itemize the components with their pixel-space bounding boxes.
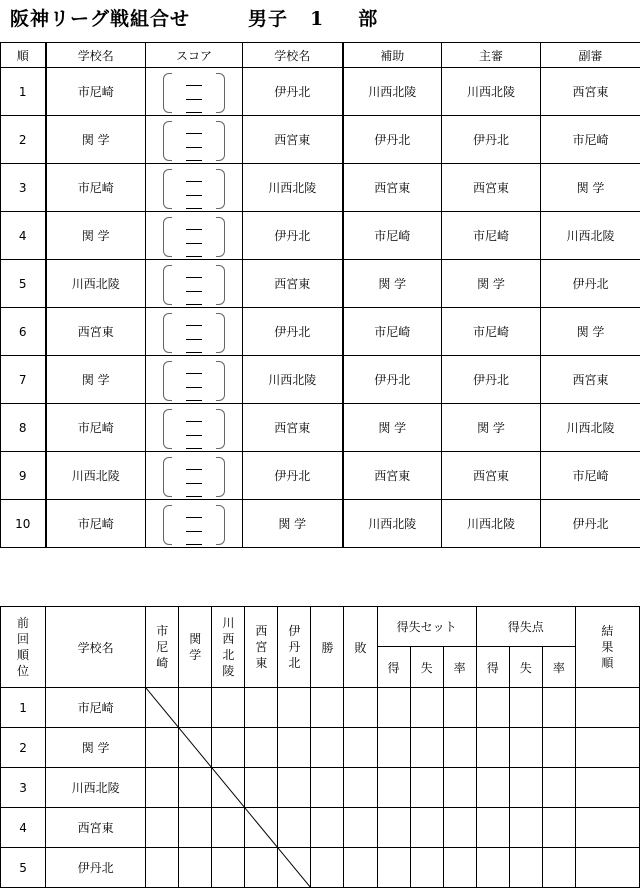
header-char: 北 xyxy=(222,648,235,662)
header-sub: 得 xyxy=(377,647,410,688)
prev-rank-cell: 5 xyxy=(1,848,46,888)
score-dash xyxy=(186,133,202,134)
match-result-cell[interactable] xyxy=(245,848,278,888)
header-char: 川 xyxy=(222,616,235,630)
stat-cell[interactable] xyxy=(542,688,575,728)
schedule-row xyxy=(1,452,640,500)
bracket-left xyxy=(163,169,172,209)
bracket-right xyxy=(216,121,225,161)
header-opponent xyxy=(245,607,278,688)
score-dash xyxy=(186,243,202,244)
score-cell[interactable] xyxy=(146,500,243,548)
order-cell: 9 xyxy=(1,452,46,500)
score-dash xyxy=(186,147,202,148)
score-bracket[interactable] xyxy=(163,311,225,353)
assistant-cell: 市尼崎 xyxy=(343,308,442,356)
header-assistant: 補助 xyxy=(343,43,442,68)
match-result-cell[interactable] xyxy=(179,688,212,728)
header-sub: 率 xyxy=(542,647,575,688)
assistant-cell: 西宮東 xyxy=(343,452,442,500)
assistant-cell: 関 学 xyxy=(343,404,442,452)
school-a-cell: 川西北陵 xyxy=(46,452,146,500)
stat-cell[interactable] xyxy=(575,768,639,808)
header-sub: 失 xyxy=(410,647,443,688)
school-a-cell: 川西北陵 xyxy=(46,260,146,308)
bracket-right xyxy=(216,169,225,209)
sub-referee-cell: 市尼崎 xyxy=(541,116,640,164)
school-b-cell: 川西北陵 xyxy=(243,164,343,212)
score-dash xyxy=(186,208,202,209)
stat-cell[interactable] xyxy=(311,688,344,728)
school-a-cell: 関 学 xyxy=(46,116,146,164)
self-match-cell[interactable] xyxy=(278,848,311,888)
header-sub: 得 xyxy=(476,647,509,688)
header-score: スコア xyxy=(146,43,243,68)
score-dash xyxy=(186,483,202,484)
stat-cell[interactable] xyxy=(344,808,377,848)
header-chief-referee: 主審 xyxy=(442,43,541,68)
bracket-right xyxy=(216,505,225,545)
chief-referee-cell: 西宮東 xyxy=(442,452,541,500)
stat-cell[interactable] xyxy=(311,848,344,888)
stat-cell[interactable] xyxy=(344,688,377,728)
stat-cell[interactable] xyxy=(476,848,509,888)
score-dash xyxy=(186,400,202,401)
score-cell[interactable] xyxy=(146,356,243,404)
match-result-cell[interactable] xyxy=(146,728,179,768)
header-char: 順 xyxy=(601,656,614,670)
school-cell: 西宮東 xyxy=(46,808,146,848)
title-division-label: 部 xyxy=(358,8,379,30)
sub-referee-cell: 西宮東 xyxy=(541,356,640,404)
self-match-cell[interactable] xyxy=(146,688,179,728)
stat-cell[interactable] xyxy=(377,808,410,848)
match-result-cell[interactable] xyxy=(245,688,278,728)
school-b-cell: 西宮東 xyxy=(243,260,343,308)
header-point-difference: 得失点 xyxy=(476,607,575,647)
stat-cell[interactable] xyxy=(344,768,377,808)
match-result-cell[interactable] xyxy=(179,768,212,808)
score-cell[interactable] xyxy=(146,164,243,212)
header-char: 尼 xyxy=(156,640,169,654)
stat-cell[interactable] xyxy=(344,728,377,768)
match-result-cell[interactable] xyxy=(278,728,311,768)
schedule-row xyxy=(1,116,640,164)
order-cell: 1 xyxy=(1,68,46,116)
diagonal-line xyxy=(278,848,311,888)
order-cell: 7 xyxy=(1,356,46,404)
stat-cell[interactable] xyxy=(443,848,476,888)
score-dash xyxy=(186,291,202,292)
stat-cell[interactable] xyxy=(476,728,509,768)
bracket-right xyxy=(216,73,225,113)
header-char: 北 xyxy=(288,656,301,670)
score-cell[interactable] xyxy=(146,116,243,164)
chief-referee-cell: 関 学 xyxy=(442,404,541,452)
assistant-cell: 西宮東 xyxy=(343,164,442,212)
standings-row xyxy=(1,728,640,768)
stat-cell[interactable] xyxy=(377,728,410,768)
sub-referee-cell: 関 学 xyxy=(541,164,640,212)
schedule-row xyxy=(1,68,640,116)
prev-rank-cell: 1 xyxy=(1,688,46,728)
match-result-cell[interactable] xyxy=(278,768,311,808)
self-match-cell[interactable] xyxy=(245,808,278,848)
header-prev-rank xyxy=(1,607,46,688)
chief-referee-cell: 関 学 xyxy=(442,260,541,308)
header-char: 前 xyxy=(17,616,30,630)
score-dash xyxy=(186,325,202,326)
stat-cell[interactable] xyxy=(410,688,443,728)
bracket-right xyxy=(216,265,225,305)
assistant-cell: 関 学 xyxy=(343,260,442,308)
stat-cell[interactable] xyxy=(410,768,443,808)
title-division-number: 1 xyxy=(310,8,325,30)
schedule-row xyxy=(1,356,640,404)
page-title xyxy=(10,4,378,31)
order-cell: 5 xyxy=(1,260,46,308)
stat-cell[interactable] xyxy=(377,688,410,728)
score-cell[interactable] xyxy=(146,308,243,356)
standings-row xyxy=(1,768,640,808)
stat-cell[interactable] xyxy=(443,728,476,768)
order-cell: 4 xyxy=(1,212,46,260)
bracket-left xyxy=(163,361,172,401)
stat-cell[interactable] xyxy=(377,848,410,888)
header-losses: 敗 xyxy=(344,607,377,688)
match-result-cell[interactable] xyxy=(245,728,278,768)
schedule-header-row xyxy=(1,43,640,68)
stat-cell[interactable] xyxy=(542,848,575,888)
standings-row xyxy=(1,688,640,728)
bracket-left xyxy=(163,457,172,497)
chief-referee-cell: 市尼崎 xyxy=(442,308,541,356)
sub-referee-cell: 西宮東 xyxy=(541,68,640,116)
school-cell: 伊丹北 xyxy=(46,848,146,888)
diagonal-line xyxy=(146,688,179,728)
match-result-cell[interactable] xyxy=(179,848,212,888)
score-bracket[interactable] xyxy=(163,119,225,161)
order-cell: 6 xyxy=(1,308,46,356)
sub-referee-cell: 川西北陵 xyxy=(541,212,640,260)
score-bracket[interactable] xyxy=(163,263,225,305)
sub-referee-cell: 関 学 xyxy=(541,308,640,356)
score-dash xyxy=(186,85,202,86)
match-result-cell[interactable] xyxy=(146,768,179,808)
score-dash xyxy=(186,531,202,532)
header-char: 陵 xyxy=(222,664,235,678)
header-char: 結 xyxy=(601,624,614,638)
assistant-cell: 川西北陵 xyxy=(343,68,442,116)
header-order: 順 xyxy=(1,43,46,68)
stat-cell[interactable] xyxy=(443,808,476,848)
stat-cell[interactable] xyxy=(377,768,410,808)
schedule-row xyxy=(1,260,640,308)
standings-row xyxy=(1,848,640,888)
stat-cell[interactable] xyxy=(410,728,443,768)
stat-cell[interactable] xyxy=(509,688,542,728)
school-a-cell: 関 学 xyxy=(46,212,146,260)
diagonal-line xyxy=(179,728,212,768)
school-a-cell: 市尼崎 xyxy=(46,404,146,452)
sub-referee-cell: 市尼崎 xyxy=(541,452,640,500)
score-dash xyxy=(186,469,202,470)
school-b-cell: 伊丹北 xyxy=(243,212,343,260)
header-school: 学校名 xyxy=(46,607,146,688)
match-result-cell[interactable] xyxy=(146,848,179,888)
header-sub-referee: 副審 xyxy=(541,43,640,68)
header-char: 伊 xyxy=(288,624,301,638)
stat-cell[interactable] xyxy=(575,808,639,848)
score-dash xyxy=(186,229,202,230)
stat-cell[interactable] xyxy=(509,728,542,768)
chief-referee-cell: 市尼崎 xyxy=(442,212,541,260)
stat-cell[interactable] xyxy=(476,808,509,848)
header-char: 西 xyxy=(255,624,268,638)
bracket-right xyxy=(216,457,225,497)
bracket-right xyxy=(216,217,225,257)
score-dash xyxy=(186,304,202,305)
bracket-left xyxy=(163,505,172,545)
school-b-cell: 伊丹北 xyxy=(243,68,343,116)
header-char: 順 xyxy=(17,648,30,662)
schedule-row xyxy=(1,500,640,548)
score-bracket[interactable] xyxy=(163,71,225,113)
score-dash xyxy=(186,160,202,161)
chief-referee-cell: 西宮東 xyxy=(442,164,541,212)
bracket-right xyxy=(216,409,225,449)
stat-cell[interactable] xyxy=(509,768,542,808)
header-school-a: 学校名 xyxy=(46,43,146,68)
score-cell[interactable] xyxy=(146,452,243,500)
school-cell: 市尼崎 xyxy=(46,688,146,728)
stat-cell[interactable] xyxy=(542,808,575,848)
score-bracket[interactable] xyxy=(163,167,225,209)
score-dash xyxy=(186,387,202,388)
stat-cell[interactable] xyxy=(410,848,443,888)
standings-row xyxy=(1,808,640,848)
school-b-cell: 西宮東 xyxy=(243,116,343,164)
score-dash xyxy=(186,421,202,422)
stat-cell[interactable] xyxy=(476,768,509,808)
stat-cell[interactable] xyxy=(476,688,509,728)
sub-referee-cell: 伊丹北 xyxy=(541,260,640,308)
header-final-rank xyxy=(575,607,639,688)
match-result-cell[interactable] xyxy=(278,808,311,848)
sub-referee-cell: 川西北陵 xyxy=(541,404,640,452)
school-a-cell: 西宮東 xyxy=(46,308,146,356)
title-gender: 男子 xyxy=(248,8,289,30)
header-char: 果 xyxy=(601,640,614,654)
stat-cell[interactable] xyxy=(542,768,575,808)
header-char: 関 xyxy=(189,632,202,646)
chief-referee-cell: 伊丹北 xyxy=(442,356,541,404)
title-main: 阪神リーグ戦組合せ xyxy=(10,8,191,30)
header-sub: 失 xyxy=(509,647,542,688)
standings-header-row xyxy=(1,607,640,647)
score-dash xyxy=(186,112,202,113)
bracket-left xyxy=(163,121,172,161)
header-char: 崎 xyxy=(156,656,169,670)
header-char: 回 xyxy=(17,632,30,646)
score-dash xyxy=(186,195,202,196)
school-b-cell: 伊丹北 xyxy=(243,308,343,356)
match-result-cell[interactable] xyxy=(212,848,245,888)
assistant-cell: 市尼崎 xyxy=(343,212,442,260)
stat-cell[interactable] xyxy=(443,768,476,808)
order-cell: 10 xyxy=(1,500,46,548)
self-match-cell[interactable] xyxy=(179,728,212,768)
score-dash xyxy=(186,277,202,278)
school-a-cell: 市尼崎 xyxy=(46,500,146,548)
stat-cell[interactable] xyxy=(410,808,443,848)
stat-cell[interactable] xyxy=(311,728,344,768)
school-a-cell: 市尼崎 xyxy=(46,164,146,212)
stat-cell[interactable] xyxy=(311,808,344,848)
self-match-cell[interactable] xyxy=(212,768,245,808)
header-char: 西 xyxy=(222,632,235,646)
schedule-row xyxy=(1,308,640,356)
standings-table xyxy=(0,606,640,888)
diagonal-line xyxy=(245,808,278,848)
schedule-row xyxy=(1,404,640,452)
school-b-cell: 川西北陵 xyxy=(243,356,343,404)
score-dash xyxy=(186,99,202,100)
school-b-cell: 関 学 xyxy=(243,500,343,548)
score-dash xyxy=(186,496,202,497)
score-bracket[interactable] xyxy=(163,455,225,497)
chief-referee-cell: 伊丹北 xyxy=(442,116,541,164)
diagonal-line xyxy=(212,768,245,808)
stat-cell[interactable] xyxy=(575,688,639,728)
stat-cell[interactable] xyxy=(443,688,476,728)
schedule-row xyxy=(1,164,640,212)
header-char: 東 xyxy=(255,656,268,670)
header-sub: 率 xyxy=(443,647,476,688)
assistant-cell: 伊丹北 xyxy=(343,356,442,404)
score-dash xyxy=(186,339,202,340)
score-dash xyxy=(186,352,202,353)
school-cell: 川西北陵 xyxy=(46,768,146,808)
sub-referee-cell: 伊丹北 xyxy=(541,500,640,548)
score-dash xyxy=(186,256,202,257)
match-result-cell[interactable] xyxy=(146,808,179,848)
score-dash xyxy=(186,448,202,449)
prev-rank-cell: 2 xyxy=(1,728,46,768)
bracket-right xyxy=(216,361,225,401)
school-b-cell: 西宮東 xyxy=(243,404,343,452)
stat-cell[interactable] xyxy=(575,728,639,768)
stat-cell[interactable] xyxy=(575,848,639,888)
stat-cell[interactable] xyxy=(509,808,542,848)
score-dash xyxy=(186,373,202,374)
stat-cell[interactable] xyxy=(311,768,344,808)
match-result-cell[interactable] xyxy=(245,768,278,808)
header-char: 宮 xyxy=(255,640,268,654)
prev-rank-cell: 4 xyxy=(1,808,46,848)
assistant-cell: 伊丹北 xyxy=(343,116,442,164)
header-school-b: 学校名 xyxy=(243,43,343,68)
match-result-cell[interactable] xyxy=(179,808,212,848)
bracket-left xyxy=(163,409,172,449)
bracket-left xyxy=(163,73,172,113)
header-char: 丹 xyxy=(288,640,301,654)
header-char: 位 xyxy=(17,664,30,678)
header-opponent xyxy=(212,607,245,688)
match-schedule-table xyxy=(0,42,640,548)
match-result-cell[interactable] xyxy=(278,688,311,728)
header-opponent xyxy=(146,607,179,688)
order-cell: 2 xyxy=(1,116,46,164)
score-dash xyxy=(186,181,202,182)
header-set-difference: 得失セット xyxy=(377,607,476,647)
score-cell[interactable] xyxy=(146,260,243,308)
score-dash xyxy=(186,435,202,436)
score-bracket[interactable] xyxy=(163,359,225,401)
score-cell[interactable] xyxy=(146,68,243,116)
stat-cell[interactable] xyxy=(509,848,542,888)
header-wins: 勝 xyxy=(311,607,344,688)
header-opponent xyxy=(179,607,212,688)
school-a-cell: 関 学 xyxy=(46,356,146,404)
school-b-cell: 伊丹北 xyxy=(243,452,343,500)
stat-cell[interactable] xyxy=(344,848,377,888)
header-char: 市 xyxy=(156,624,169,638)
bracket-left xyxy=(163,313,172,353)
school-cell: 関 学 xyxy=(46,728,146,768)
score-bracket[interactable] xyxy=(163,215,225,257)
score-bracket[interactable] xyxy=(163,503,225,545)
chief-referee-cell: 川西北陵 xyxy=(442,500,541,548)
score-dash xyxy=(186,517,202,518)
header-opponent xyxy=(278,607,311,688)
bracket-left xyxy=(163,217,172,257)
prev-rank-cell: 3 xyxy=(1,768,46,808)
order-cell: 8 xyxy=(1,404,46,452)
chief-referee-cell: 川西北陵 xyxy=(442,68,541,116)
match-result-cell[interactable] xyxy=(212,808,245,848)
assistant-cell: 川西北陵 xyxy=(343,500,442,548)
score-bracket[interactable] xyxy=(163,407,225,449)
order-cell: 3 xyxy=(1,164,46,212)
match-result-cell[interactable] xyxy=(212,688,245,728)
bracket-left xyxy=(163,265,172,305)
stat-cell[interactable] xyxy=(542,728,575,768)
bracket-right xyxy=(216,313,225,353)
schedule-row xyxy=(1,212,640,260)
score-cell[interactable] xyxy=(146,404,243,452)
school-a-cell: 市尼崎 xyxy=(46,68,146,116)
header-char: 学 xyxy=(189,648,202,662)
match-result-cell[interactable] xyxy=(212,728,245,768)
score-cell[interactable] xyxy=(146,212,243,260)
score-dash xyxy=(186,544,202,545)
